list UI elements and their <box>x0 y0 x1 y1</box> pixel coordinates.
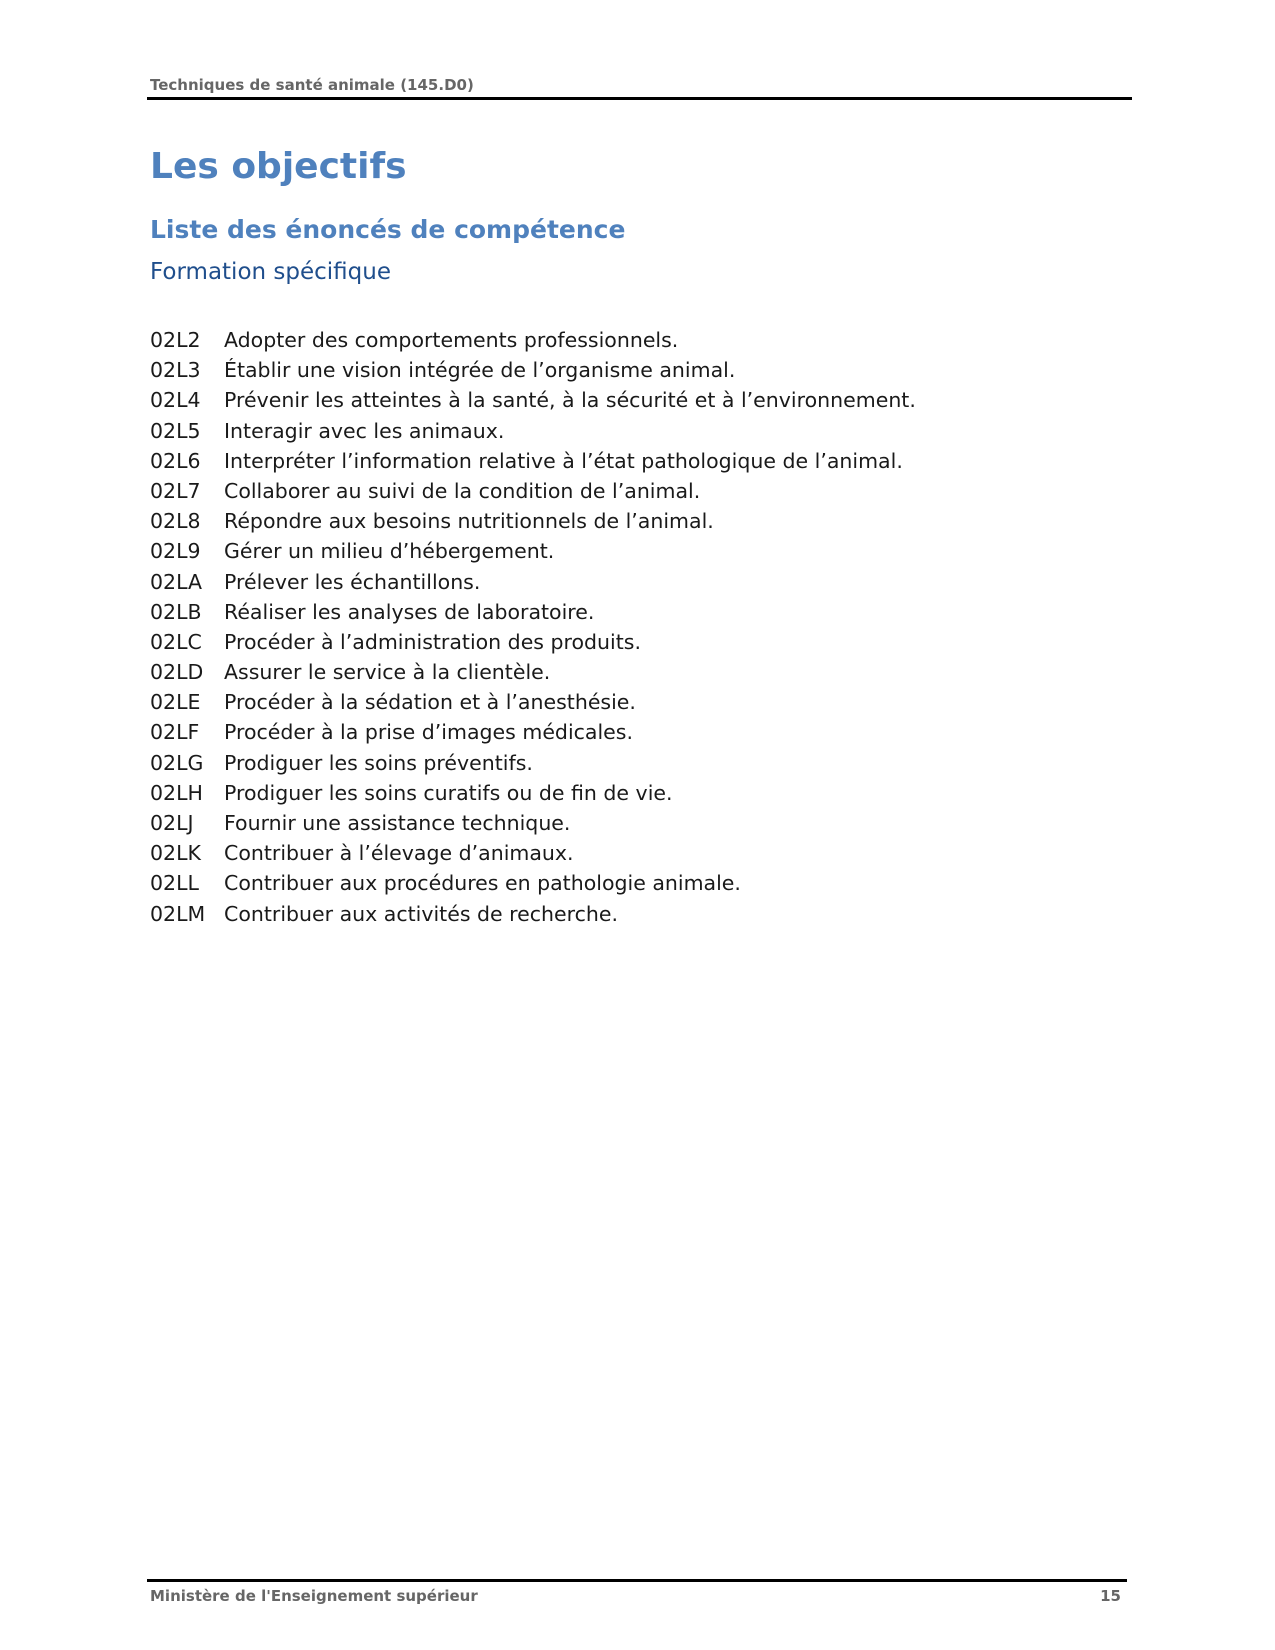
competency-code: 02LF <box>150 720 200 745</box>
competency-item <box>150 597 916 627</box>
subsection-title: Formation spécifique <box>150 259 391 285</box>
competency-text: Prodiguer les soins préventifs. <box>224 750 533 775</box>
competency-item <box>150 385 916 415</box>
competency-code: 02LG <box>150 750 204 775</box>
competency-item <box>150 325 916 355</box>
competency-item <box>150 778 916 808</box>
competency-item <box>150 838 916 868</box>
competency-code: 02LK <box>150 841 201 866</box>
competency-text: Interagir avec les animaux. <box>224 418 505 443</box>
competency-text: Collaborer au suivi de la condition de l’animal. <box>224 478 701 503</box>
competency-text: Procéder à la prise d’images médicales. <box>224 720 633 745</box>
competency-code: 02LB <box>150 599 202 624</box>
competency-item <box>150 567 916 597</box>
competency-code: 02LJ <box>150 811 194 835</box>
page-number: 15 <box>1100 1587 1121 1605</box>
competency-item <box>150 416 916 446</box>
competency-code: 02L9 <box>150 539 201 564</box>
competency-item <box>150 506 916 536</box>
footer-organization: Ministère de l'Enseignement supérieur <box>150 1587 478 1605</box>
competency-code: 02L8 <box>150 509 201 534</box>
page-title: Les objectifs <box>150 146 407 187</box>
competency-item <box>150 687 916 717</box>
competency-text: Interpréter l’information relative à l’état pathologique de l’animal. <box>224 448 903 473</box>
footer-rule <box>147 1579 1127 1582</box>
competency-code: 02LL <box>150 871 199 896</box>
competency-text: Prévenir les atteintes à la santé, à la sécurité et à l’environnement. <box>224 388 916 413</box>
competency-item <box>150 657 916 687</box>
competency-text: Assurer le service à la clientèle. <box>224 660 551 685</box>
competency-item <box>150 355 916 385</box>
competency-item <box>150 627 916 657</box>
competency-code: 02LA <box>150 569 203 594</box>
running-header: Techniques de santé animale (145.D0) <box>150 76 474 94</box>
competency-item <box>150 748 916 778</box>
competency-item <box>150 536 916 566</box>
competency-code: 02L6 <box>150 448 201 473</box>
competency-code: 02LM <box>150 901 206 926</box>
competency-code: 02LE <box>150 690 201 715</box>
competency-text: Procéder à l’administration des produits. <box>224 629 641 654</box>
competency-code: 02LC <box>150 629 202 654</box>
competency-text: Contribuer aux procédures en pathologie animale. <box>224 871 741 896</box>
competency-text: Établir une vision intégrée de l’organisme animal. <box>224 358 736 383</box>
competency-code: 02L2 <box>150 328 201 352</box>
competency-text: Réaliser les analyses de laboratoire. <box>224 599 595 624</box>
competency-item <box>150 868 916 898</box>
competency-item <box>150 899 916 929</box>
competency-text: Prodiguer les soins curatifs ou de fin de vie. <box>224 780 673 805</box>
competency-code: 02L5 <box>150 418 201 443</box>
competency-item <box>150 446 916 476</box>
competency-text: Fournir une assistance technique. <box>224 811 571 835</box>
competency-text: Contribuer à l’élevage d’animaux. <box>224 841 574 866</box>
competency-code: 02LH <box>150 780 203 805</box>
competency-item <box>150 476 916 506</box>
competency-code: 02L7 <box>150 478 201 503</box>
competency-text: Adopter des comportements professionnels. <box>224 328 679 352</box>
competency-code: 02LD <box>150 660 204 685</box>
competency-list <box>150 325 916 929</box>
competency-code: 02L4 <box>150 388 201 413</box>
header-rule <box>147 97 1132 100</box>
competency-text: Contribuer aux activités de recherche. <box>224 901 618 926</box>
competency-text: Gérer un milieu d’hébergement. <box>224 539 555 564</box>
competency-text: Prélever les échantillons. <box>224 569 481 594</box>
competency-text: Procéder à la sédation et à l’anesthésie. <box>224 690 636 715</box>
competency-text: Répondre aux besoins nutritionnels de l’animal. <box>224 509 714 534</box>
section-title: Liste des énoncés de compétence <box>150 215 626 244</box>
competency-item <box>150 808 916 838</box>
competency-item <box>150 717 916 747</box>
competency-code: 02L3 <box>150 358 201 383</box>
